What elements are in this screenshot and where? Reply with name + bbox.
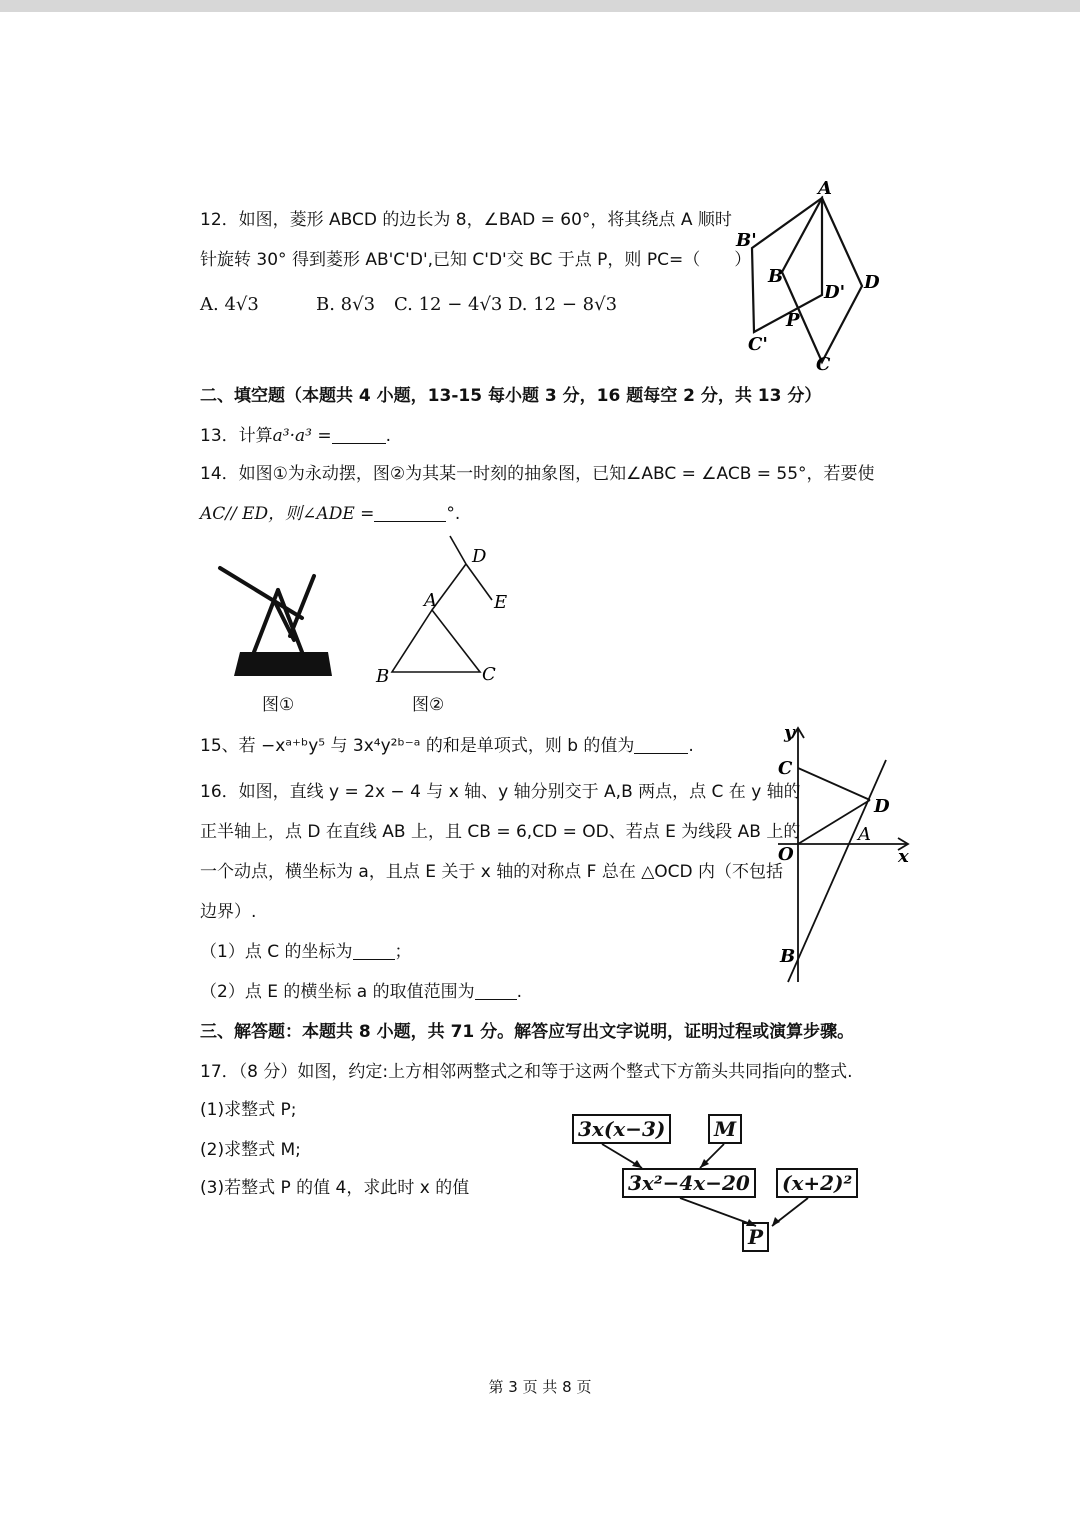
page-number: 第 3 页 共 8 页 (488, 1378, 592, 1396)
q16-line1: 16．如图，直线 y = 2x − 4 与 x 轴、y 轴分别交于 A,B 两点，点 C 在 y 轴的 (200, 782, 801, 802)
q14-line2 (200, 502, 460, 526)
q16-label-a: A (858, 824, 871, 845)
q14-expression: AC// ED，则∠ADE = (200, 504, 375, 524)
q12-label-c: C (816, 354, 831, 375)
q12-label-b-prime: B' (736, 230, 757, 251)
q17-box-p: P (742, 1222, 769, 1252)
q16-sub2-suffix: . (516, 982, 522, 1002)
q12-option-a: A. 4√3 (200, 294, 259, 315)
q13-expression: a³·a³ = (272, 426, 332, 446)
q16-line4: 边界）. (200, 902, 257, 922)
q14-label-b: B (376, 666, 390, 687)
q14-fig2-caption: 图② (412, 695, 445, 715)
scan-top-edge (0, 0, 1080, 12)
q15-text: 15、若 −xᵃ⁺ᵇy⁵ 与 3x⁴y²ᵇ⁻ᵃ 的和是单项式，则 b 的值为 (200, 736, 635, 756)
q16-sub2-blank[interactable] (475, 981, 517, 1000)
q17-box-m: M (708, 1114, 742, 1144)
q14-answer-blank[interactable] (374, 503, 446, 522)
q16-label-o: O (778, 844, 794, 865)
q12-line2: 针旋转 30° 得到菱形 AB'C'D',已知 C'D'交 BC 于点 P，则 PC=（ ） (200, 250, 752, 270)
q15 (200, 734, 694, 758)
q14-label-c: C (482, 664, 496, 685)
q14-label-a: A (424, 590, 437, 611)
q12-label-p: P (786, 310, 800, 331)
q16-sub1-blank[interactable] (353, 941, 395, 960)
q17-intro: 17．（8 分）如图，约定:上方相邻两整式之和等于这两个整式下方箭头共同指向的整式. (200, 1062, 853, 1082)
q16-line3: 一个动点，横坐标为 a，且点 E 关于 x 轴的对称点 F 总在 △OCD 内（不包括 (200, 862, 784, 882)
q12-label-a: A (818, 178, 832, 199)
q16-sub2-text: （2）点 E 的横坐标 a 的取值范围为 (200, 982, 475, 1002)
q14-pendulum-figure (210, 560, 340, 690)
q12-label-b: B (768, 266, 784, 287)
q15-answer-blank[interactable] (634, 735, 688, 754)
q12-label-d: D (864, 272, 880, 293)
q12-line1: 12．如图，菱形 ABCD 的边长为 8，∠BAD = 60°，将其绕点 A 顺时 (200, 210, 732, 230)
q17-item-2: (2)求整式 M; (200, 1140, 301, 1160)
section-2-heading: 二、填空题（本题共 4 小题，13-15 每小题 3 分，16 题每空 2 分，共 13 分） (200, 386, 822, 406)
q15-suffix: . (688, 736, 694, 756)
q16-label-x: x (898, 846, 909, 867)
q16-sub1-text: （1）点 C 的坐标为 (200, 942, 353, 962)
q17-box-x-plus-2-squared: (x+2)² (776, 1168, 858, 1198)
q14-suffix: °. (446, 504, 461, 524)
q14-label-e: E (494, 592, 508, 613)
q16-sub2 (200, 980, 522, 1004)
q16-label-d: D (874, 796, 890, 817)
q17-box-3x-x-3: 3x(x−3) (572, 1114, 671, 1144)
q17-item-1: (1)求整式 P; (200, 1100, 297, 1120)
q16-label-c: C (778, 758, 793, 779)
q12-label-c-prime: C' (748, 334, 768, 355)
q12-label-d-prime: D' (824, 282, 846, 303)
section-3-heading: 三、解答题：本题共 8 小题，共 71 分。解答应写出文字说明，证明过程或演算步骤。 (200, 1022, 855, 1042)
q16-label-b: B (780, 946, 796, 967)
q13 (200, 424, 391, 448)
q12-option-b: B. 8√3 (316, 294, 376, 315)
q16-label-y: y (784, 722, 795, 743)
q12-rhombus-figure (730, 180, 890, 380)
q14-triangle-figure (370, 530, 520, 690)
q13-prefix: 13．计算 (200, 426, 273, 446)
q16-line2: 正半轴上，点 D 在直线 AB 上，且 CB = 6,CD = OD、若点 E 为线段 AB 上的 (200, 822, 801, 842)
q12-option-c: C. 12 − 4√3 (394, 294, 503, 315)
q13-answer-blank[interactable] (332, 425, 386, 444)
q12-option-d: D. 12 − 8√3 (508, 294, 618, 315)
q14-label-d: D (472, 546, 487, 567)
q16-coordinate-figure (770, 722, 920, 992)
q14-line1: 14．如图①为永动摆，图②为其某一时刻的抽象图，已知∠ABC = ∠ACB = 55°，若要使 (200, 464, 875, 484)
q17-box-3x2-4x-20: 3x²−4x−20 (622, 1168, 756, 1198)
q16-sub1 (200, 940, 412, 964)
q14-fig1-caption: 图① (262, 695, 295, 715)
q16-sub1-suffix: ； (394, 942, 412, 962)
q17-item-3: (3)若整式 P 的值 4，求此时 x 的值 (200, 1178, 470, 1198)
q13-suffix: . (385, 426, 391, 446)
